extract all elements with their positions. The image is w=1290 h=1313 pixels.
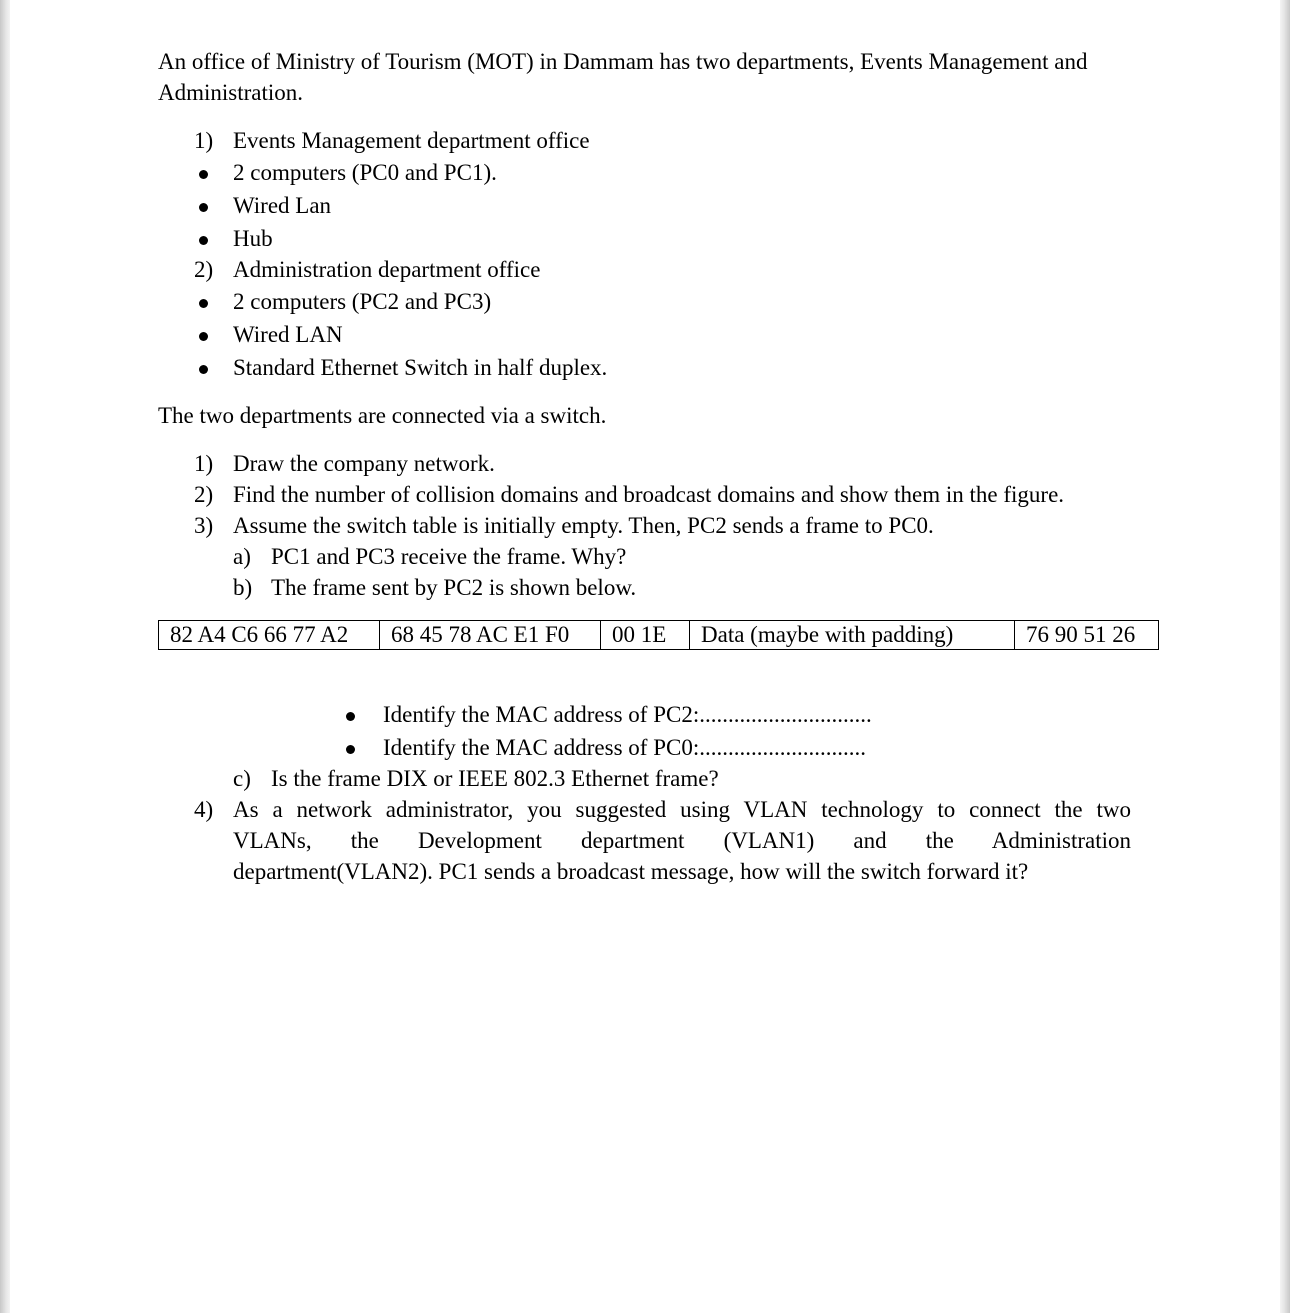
question-3c-label: c) [233,766,251,791]
ethernet-frame-row [159,621,1159,650]
question-3-text: Assume the switch table is initially empty. Then, PC2 sends a frame to PC0. [233,513,934,538]
dept-1-item: Wired Lan [233,193,332,218]
connection-text: The two departments are connected via a switch. [158,403,607,428]
dept-1-item: Hub [233,226,273,251]
frame-data: Data (maybe with padding) [690,621,1015,650]
bullet-icon [199,236,208,245]
question-4-line: VLANs, the Development department (VLAN1) and the Administration [233,828,1131,853]
bullet-icon [346,712,355,721]
bullet-icon [199,170,208,179]
identify-pc0-mac: Identify the MAC address of PC0:............................. [383,735,866,760]
question-3c-text: Is the frame DIX or IEEE 802.3 Ethernet frame? [271,766,719,791]
dept-2-number: 2) [194,257,214,282]
bullet-icon [199,299,208,308]
question-3a-text: PC1 and PC3 receive the frame. Why? [271,544,627,569]
dept-1-title: Events Management department office [233,128,590,153]
dept-2-item: 2 computers (PC2 and PC3) [233,289,492,314]
question-4-line: department(VLAN2). PC1 sends a broadcast message, how will the switch forward it? [233,859,1029,884]
bullet-icon [199,332,208,341]
bullet-icon [199,365,208,374]
frame-crc: 76 90 51 26 [1015,621,1159,650]
frame-source-mac: 68 45 78 AC E1 F0 [380,621,601,650]
question-3b-label: b) [233,575,253,600]
dept-2-item: Standard Ethernet Switch in half duplex. [233,355,608,380]
dept-1-item: 2 computers (PC0 and PC1). [233,160,497,185]
question-2-text: Find the number of collision domains and broadcast domains and show them in the figure. [233,482,1065,507]
question-1-number: 1) [194,451,214,476]
question-3-number: 3) [194,513,214,538]
question-4-number: 4) [194,797,214,822]
dept-2-title: Administration department office [233,257,541,282]
question-4-line: As a network administrator, you suggested using VLAN technology to connect the two [233,797,1131,822]
question-3b-text: The frame sent by PC2 is shown below. [271,575,637,600]
dept-2-item: Wired LAN [233,322,343,347]
frame-destination-mac: 82 A4 C6 66 77 A2 [159,621,380,650]
bullet-icon [346,745,355,754]
question-1-text: Draw the company network. [233,451,495,476]
dept-1-number: 1) [194,128,214,153]
question-3a-label: a) [233,544,251,569]
identify-pc2-mac: Identify the MAC address of PC2:.............................. [383,702,872,727]
ethernet-frame-table [158,620,1159,650]
frame-type-length: 00 1E [601,621,690,650]
intro-paragraph: An office of Ministry of Tourism (MOT) in Dammam has two departments, Events Management and Administration. [158,49,1088,105]
question-2-number: 2) [194,482,214,507]
bullet-icon [199,203,208,212]
